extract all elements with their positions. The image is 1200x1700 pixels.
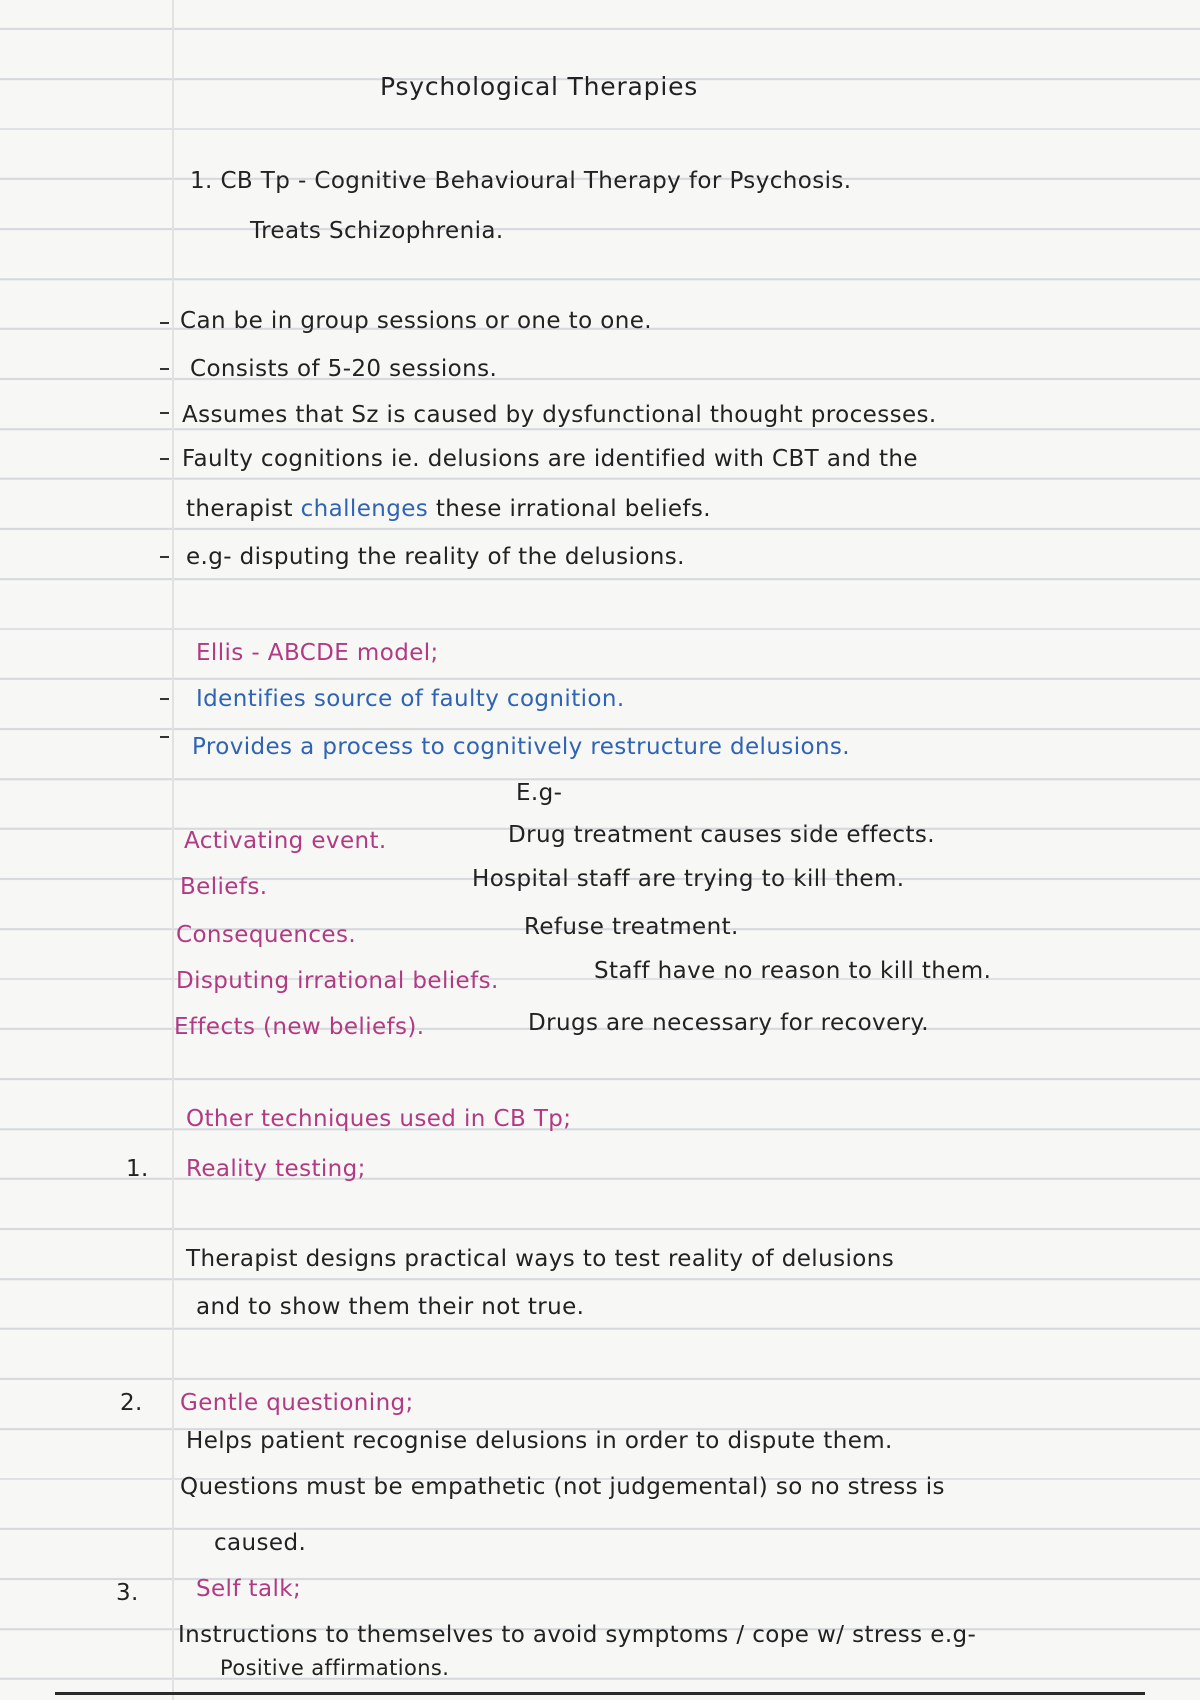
bullet-therapist-line <box>186 496 711 522</box>
bullet-assumes: Assumes that Sz is caused by dysfunctional thought processes. <box>182 402 937 428</box>
reality-testing-line-1: Therapist designs practical ways to test reality of delusions <box>186 1246 895 1272</box>
gentle-questioning-line-3: caused. <box>214 1530 307 1556</box>
gentle-questioning-line-2: Questions must be empathetic (not judgemental) so no stress is <box>180 1474 945 1500</box>
reality-testing-heading: Reality testing; <box>186 1156 366 1182</box>
treats-line: Treats Schizophrenia. <box>250 218 504 244</box>
abcde-label-disputing: Disputing irrational beliefs. <box>176 968 499 994</box>
number-2: 2. <box>120 1390 143 1416</box>
bullet-dash <box>160 556 169 558</box>
bullet-dash <box>160 698 169 700</box>
bullet-dash <box>160 368 169 370</box>
ellis-bullet-identifies: Identifies source of faulty cognition. <box>196 686 625 712</box>
reality-testing-line-2: and to show them their not true. <box>196 1294 585 1320</box>
bullet-dash <box>160 736 169 738</box>
number-3: 3. <box>116 1580 139 1606</box>
abcde-example-effects: Drugs are necessary for recovery. <box>528 1010 929 1036</box>
page-bottom-edge <box>55 1692 1145 1695</box>
bullet-dash <box>160 458 169 460</box>
abcde-label-consequences: Consequences. <box>176 922 357 948</box>
eg-label: E.g- <box>516 780 563 806</box>
challenges-word: challenges <box>300 496 429 522</box>
page-title: Psychological Therapies <box>380 72 699 101</box>
self-talk-line-2: Positive affirmations. <box>220 1656 450 1680</box>
bullet-group-sessions: Can be in group sessions or one to one. <box>180 308 652 334</box>
margin-line <box>172 0 174 1700</box>
abcde-example-disputing: Staff have no reason to kill them. <box>594 958 992 984</box>
abcde-label-beliefs: Beliefs. <box>180 874 268 900</box>
abcde-label-activating: Activating event. <box>184 828 387 854</box>
bullet-faulty-cognitions: Faulty cognitions ie. delusions are identified with CBT and the <box>182 446 918 472</box>
bullet-dash <box>160 322 169 324</box>
ellis-bullet-provides: Provides a process to cognitively restructure delusions. <box>192 734 851 760</box>
bullet-sessions-count: Consists of 5-20 sessions. <box>190 356 498 382</box>
bullet-eg-disputing: e.g- disputing the reality of the delusions. <box>186 544 685 570</box>
abcde-label-effects: Effects (new beliefs). <box>174 1014 425 1040</box>
abcde-example-activating: Drug treatment causes side effects. <box>508 822 935 848</box>
therapist-word: therapist <box>186 496 293 522</box>
self-talk-heading: Self talk; <box>196 1576 302 1602</box>
ellis-title: Ellis - ABCDE model; <box>196 640 439 666</box>
section-heading-cbtp: 1. CB Tp - Cognitive Behavioural Therapy for Psychosis. <box>190 168 852 194</box>
other-techniques-title: Other techniques used in CB Tp; <box>186 1106 572 1132</box>
number-1: 1. <box>126 1156 149 1182</box>
gentle-questioning-line-1: Helps patient recognise delusions in order to dispute them. <box>186 1428 893 1454</box>
bullet-dash <box>160 412 169 414</box>
abcde-example-consequences: Refuse treatment. <box>524 914 739 940</box>
gentle-questioning-heading: Gentle questioning; <box>180 1390 414 1416</box>
beliefs-text: these irrational beliefs. <box>435 496 711 522</box>
self-talk-line-1: Instructions to themselves to avoid symptoms / cope w/ stress e.g- <box>178 1622 977 1648</box>
abcde-example-beliefs: Hospital staff are trying to kill them. <box>472 866 905 892</box>
